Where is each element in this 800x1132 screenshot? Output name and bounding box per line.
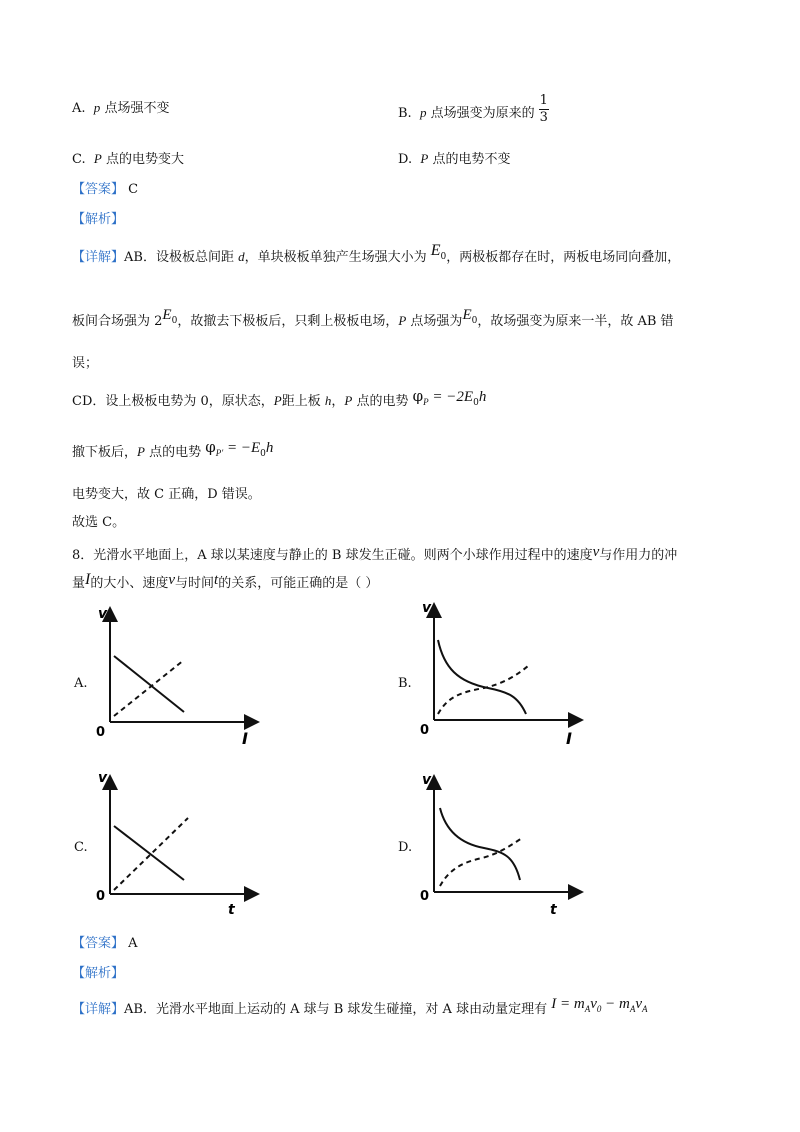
q8-stem-line2: 量I的大小、速度v与时间t的关系，可能正确的是（ ） xyxy=(72,571,379,591)
x-axis-label: I xyxy=(566,729,572,748)
solid-line xyxy=(114,656,184,712)
q8-detail-line1: 【详解】AB．光滑水平地面上运动的 A 球与 B 球发生碰撞，对 A 球由动量定理有 $I = m_Av_0 - m_Av_A$ xyxy=(72,996,648,1017)
graph-c-label: C. xyxy=(74,840,88,855)
q7-analysis-tag: 【解析】 xyxy=(72,212,125,227)
origin-label: 0 xyxy=(96,725,106,740)
q7-detail-line4: CD．设上极板电势为 0，原状态，P距上板 h，P 点的电势 $\varphi_P = -2E_0h$ xyxy=(72,387,487,409)
origin-label: 0 xyxy=(420,889,430,904)
solid-line xyxy=(114,826,184,880)
graph-a xyxy=(92,596,262,748)
option-a: A. p 点场强不变 xyxy=(72,100,170,116)
graph-d-label: D. xyxy=(398,840,413,855)
graph-b-label: B. xyxy=(398,676,412,691)
y-axis-label: v xyxy=(422,600,432,616)
q7-conclusion: 故选 C。 xyxy=(72,515,126,530)
dashed-curve xyxy=(440,838,522,886)
option-c: C. P 点的电势变大 xyxy=(72,151,184,167)
dashed-line xyxy=(114,660,184,716)
fraction-one-third: $\frac{1}{3}$ xyxy=(539,93,548,125)
q8-answer: 【答案】 A xyxy=(72,936,138,951)
q7-answer: 【答案】 C xyxy=(72,182,139,197)
origin-label: 0 xyxy=(96,889,106,904)
y-axis-label: v xyxy=(98,606,108,622)
dashed-curve xyxy=(438,666,528,714)
formula-phi-p-prime: $\varphi_{P'} = -E_0h$ xyxy=(205,438,274,459)
q7-detail-line5: 撤下板后，P 点的电势 $\varphi_{P'} = -E_0h$ xyxy=(72,438,274,460)
y-axis-label: v xyxy=(98,770,108,786)
q7-detail-line6: 电势变大，故 C 正确，D 错误。 xyxy=(72,487,261,502)
y-axis-label: v xyxy=(422,772,432,788)
q7-detail-line1: 【详解】AB．设极板总间距 d，单块极板单独产生场强大小为 $E_0$，两极板都存在时，两板电场同向叠加， xyxy=(72,242,681,265)
q7-detail-line2: 板间合场强为 $2E_0$，故撤去下极板后，只剩上极板电场，P 点场强为$E_0$，故场强变为原来一半，故 AB 错 xyxy=(72,307,674,329)
graph-d xyxy=(418,766,588,918)
formula-impulse: $I = m_Av_0 - m_Av_A$ xyxy=(551,996,648,1014)
x-axis-label: t xyxy=(550,902,557,918)
option-b: B. p 点场强变为原来的 $\frac{1}{3}$ xyxy=(398,93,548,125)
graph-a-label: A. xyxy=(74,676,88,691)
q7-detail-line3: 误； xyxy=(72,356,99,371)
q8-analysis-tag: 【解析】 xyxy=(72,966,125,981)
graph-c xyxy=(92,766,262,918)
x-axis-label: t xyxy=(228,902,235,918)
graph-b xyxy=(418,596,588,748)
formula-phi-p: $\varphi_P = -2E_0h$ xyxy=(412,387,487,408)
x-axis-label: I xyxy=(242,729,248,748)
origin-label: 0 xyxy=(420,723,430,738)
solid-curve xyxy=(440,808,520,880)
option-d: D. P 点的电势不变 xyxy=(398,151,511,167)
q8-stem-line1: 8．光滑水平地面上，A 球以某速度与静止的 B 球发生正碰。则两个小球作用过程中的速度v与作用力的冲 xyxy=(72,544,678,563)
